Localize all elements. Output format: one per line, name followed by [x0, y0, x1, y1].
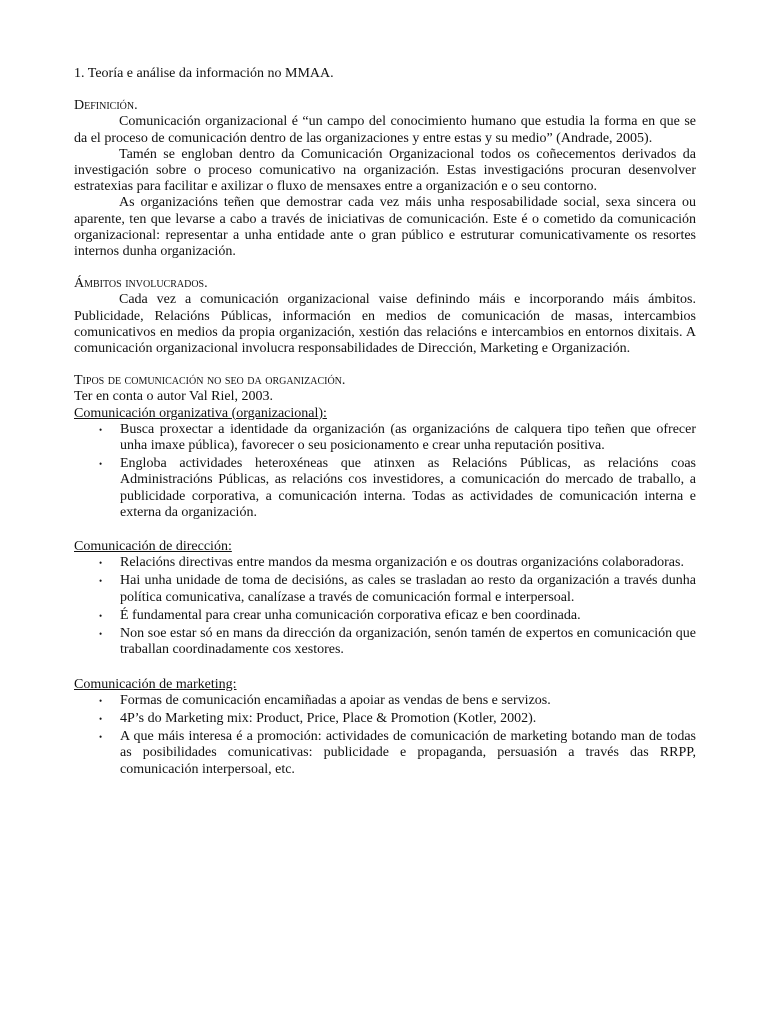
list-item [74, 711, 696, 727]
list-item [74, 456, 696, 521]
section-heading-definicion: Definición. [74, 98, 138, 114]
spacer [74, 357, 696, 373]
bullet-icon: • [99, 424, 103, 435]
list-direccion [74, 555, 696, 658]
list-item-text: É fundamental para crear unha comunicación corporativa eficaz e ben coordinada. [120, 607, 581, 623]
bullet-icon: • [99, 610, 103, 621]
list-item-text: Formas de comunicación encamiñadas a apoiar as vendas de bens e servizos. [120, 692, 551, 708]
bullet-icon: • [99, 558, 103, 569]
list-marketing [74, 693, 696, 778]
bullet-icon: • [99, 732, 103, 743]
spacer [74, 82, 696, 98]
list-item [74, 626, 696, 658]
list-item-text: Relacións directivas entre mandos da mesma organización e os doutras organizacións colaboradoras. [120, 555, 684, 571]
paragraph-ambitos-1: Cada vez a comunicación organizacional vaise definindo máis e incorporando máis ámbitos. Publicidade, Relacións Públicas, información en medios de comunicación de masas, intercambios comunicativos en medios da propia organización, xestión das relacións e intercambios en entornos dixitais. A comunicación organizacional involucra responsabilidades de Dirección, Marketing e Organización. [74, 292, 696, 357]
list-item [74, 573, 696, 605]
subheading-organizativa: Comunicación organizativa (organizacional): [74, 405, 327, 421]
section-heading-tipos: Tipos de comunicación no seo da organización. [74, 373, 346, 389]
list-item [74, 693, 696, 709]
bullet-icon: • [99, 576, 103, 587]
list-organizativa [74, 422, 696, 521]
spacer [74, 523, 696, 539]
list-item-text: A que máis interesa é a promoción: actividades de comunicación de marketing botando man de todas as posibilidades comunicativas: publicidade e propaganda, persuasión a través das RRPP, comunicación interpersoal, etc. [120, 729, 696, 777]
list-item-text: Busca proxectar a identidade da organización (as organizacións de calquera tipo teñen que ofrecer unha imaxe pública), favorecer o seu posicionamento e crear unha reputación positiva. [120, 421, 696, 454]
document-title: 1. Teoría e análise da información no MMAA. [74, 66, 334, 81]
spacer [74, 661, 696, 677]
spacer [74, 260, 696, 276]
list-item [74, 555, 696, 571]
list-item [74, 422, 696, 454]
list-item [74, 608, 696, 624]
subheading-marketing: Comunicación de marketing: [74, 676, 237, 692]
paragraph-definicion-1: Comunicación organizacional é “un campo del conocimiento humano que estudia la forma en que se da el proceso de comunicación dentro de las organizaciones y entre estas y su medio” (Andrade, 2005). [74, 114, 696, 146]
bullet-icon: • [99, 459, 103, 470]
paragraph-definicion-2: Tamén se engloban dentro da Comunicación Organizacional todos os coñecementos derivados da investigación sobre o proceso comunicativo na organización. Estas investigacións procuran desenvolver estratexias para facilitar e axilizar o fluxo de mensaxes entre a organización e o seu contorno. [74, 146, 696, 195]
bullet-icon: • [99, 695, 103, 706]
paragraph-tipos-intro: Ter en conta o autor Val Riel, 2003. [74, 389, 273, 405]
bullet-icon: • [99, 713, 103, 724]
list-item-text: 4P’s do Marketing mix: Product, Price, Place & Promotion (Kotler, 2002). [120, 710, 537, 726]
bullet-icon: • [99, 629, 103, 640]
list-item-text: Hai unha unidade de toma de decisións, as cales se trasladan ao resto da organización a través dunha política comunicativa, canalízase a través de comunicación formal e interpersoal. [120, 573, 696, 605]
subheading-direccion: Comunicación de dirección: [74, 539, 232, 555]
paragraph-definicion-3: As organizacións teñen que demostrar cada vez máis unha resposabilidade social, sexa sincera ou aparente, ten que levarse a cabo a través de iniciativas de comunicación. Este é o cometido da comunicación organizacional: representar a unha entidade ante o gran público e estruturar comunicativamente os resortes internos dunha organización. [74, 195, 696, 260]
list-item-text: Non soe estar só en mans da dirección da organización, senón tamén de expertos en comunicación que traballan coordinadamente cos xestores. [120, 626, 696, 658]
list-item-text: Engloba actividades heteroxéneas que atinxen as Relacións Públicas, as relacións coas Administracións Públicas, as relacións cos investidores, a comunicación do mercado de traballo, a publicidade corporativa, a comunicación interna. Todas as actividades de comunicación interna e externa da organización. [120, 456, 696, 520]
list-item [74, 729, 696, 778]
section-heading-ambitos: Ámbitos involucrados. [74, 276, 208, 292]
